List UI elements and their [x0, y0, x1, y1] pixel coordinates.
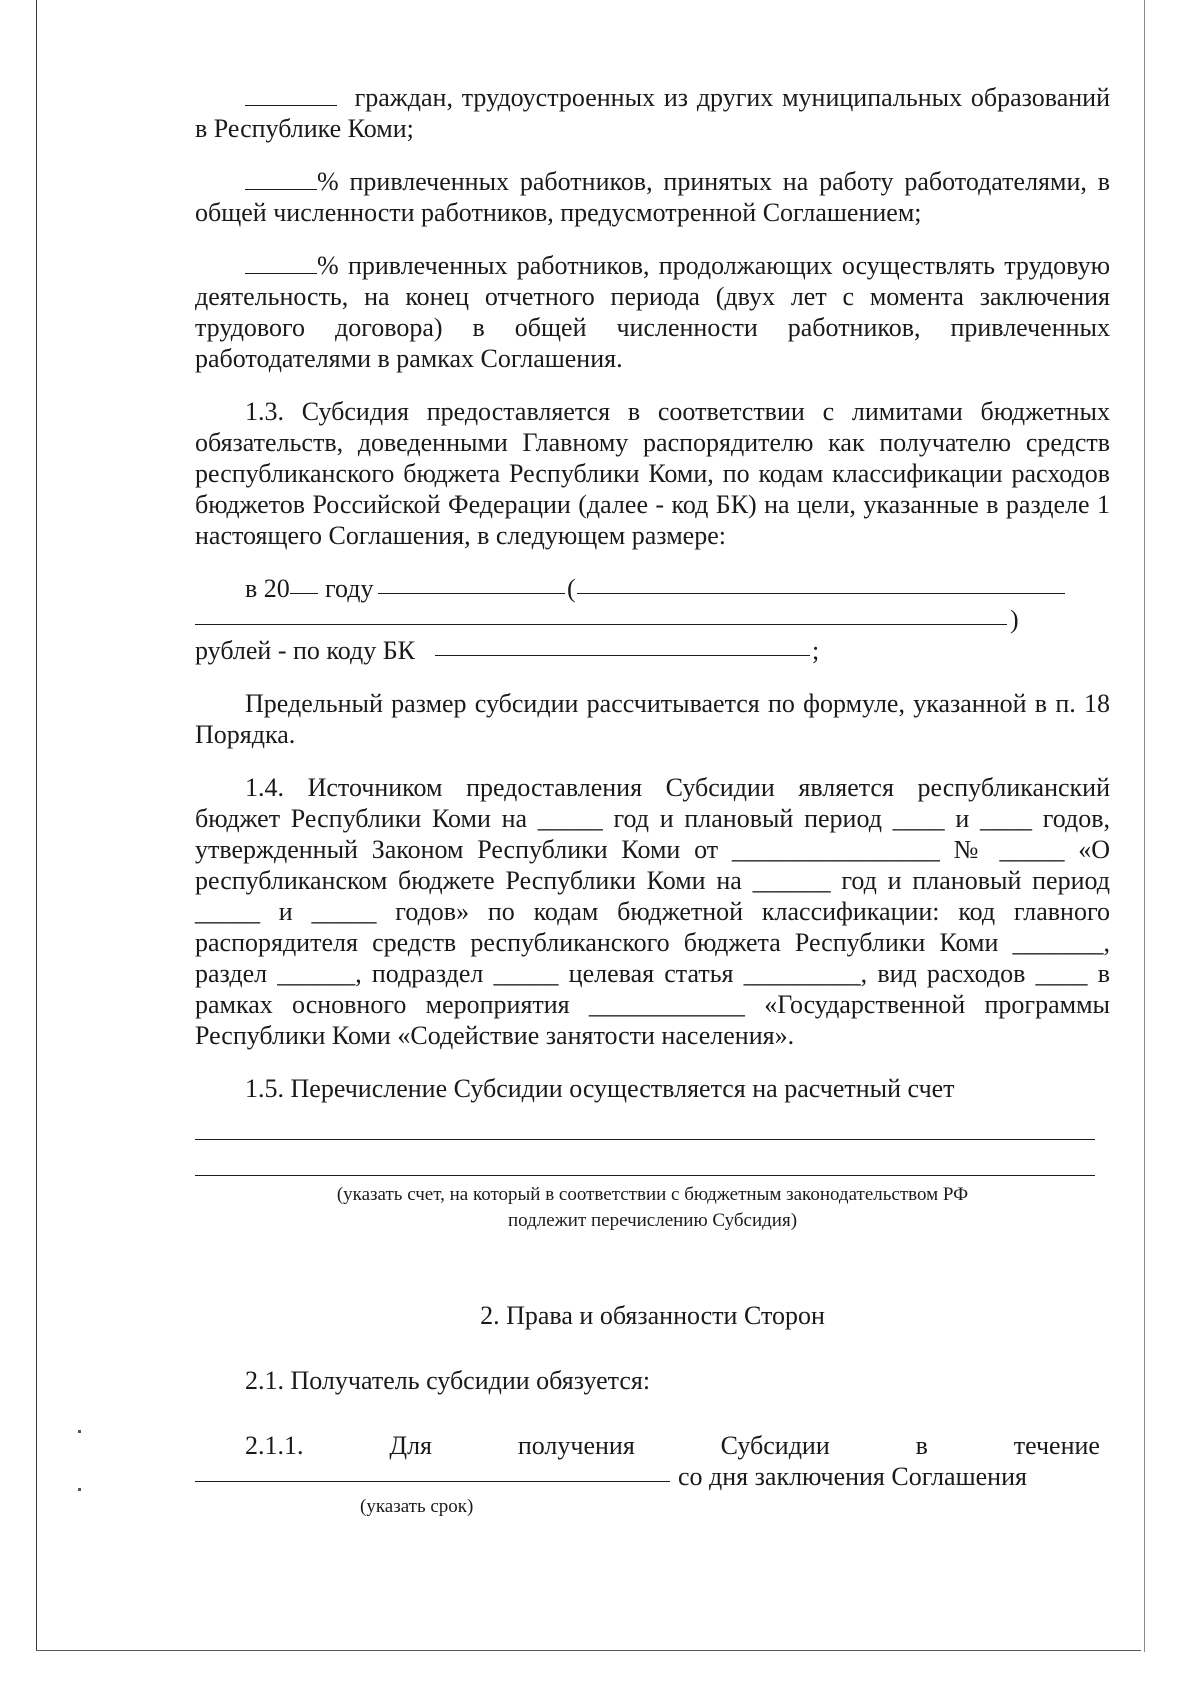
- amount-line-3: рублей - по коду БК ;: [195, 636, 820, 665]
- amount-line-2: ): [195, 604, 1110, 635]
- blank-amount-words: [577, 573, 1065, 594]
- blank-field: [245, 85, 337, 106]
- paragraph-2-1: 2.1. Получатель субсидии обязуется:: [245, 1366, 651, 1395]
- scan-edge-right: [1144, 0, 1145, 1652]
- paragraph-1-5: 1.5. Перечисление Субсидии осуществляется на расчетный счет: [245, 1074, 955, 1103]
- paragraph-limit: Предельный размер субсидии рассчитывается по формуле, указанной в п. 18 Порядка.: [195, 689, 1110, 749]
- blank-amount: [378, 573, 565, 594]
- document-body: [195, 82, 1110, 1520]
- scan-speck: [78, 1488, 81, 1491]
- paragraph-retained-percent: % привлеченных работников, продолжающих осуществлять трудовую деятельность, на конец отчетного периода (двух лет с момента заключения трудового договора) в общей численности работников, привлеченных работодателями в рамках Соглашения.: [195, 251, 1110, 373]
- section-title: 2. Права и обязанности Сторон: [480, 1301, 825, 1330]
- blank-year: [290, 573, 318, 594]
- scan-edge-left: [36, 0, 37, 1650]
- scan-edge-bottom: [36, 1650, 1141, 1651]
- blank-bk-code: [435, 635, 810, 656]
- blank-field: [245, 169, 317, 190]
- amount-line-1: в 20 году (: [195, 573, 1110, 604]
- caption-term: (указать срок): [360, 1496, 474, 1517]
- paragraph-citizens: граждан, трудоустроенных из других муниципальных образований в Республике Коми;: [195, 83, 1110, 143]
- blank-term: [195, 1461, 670, 1482]
- paragraph-hired-percent: % привлеченных работников, принятых на работу работодателями, в общей численности работников, предусмотренной Соглашением;: [195, 167, 1110, 227]
- paragraph-1-4: 1.4. Источником предоставления Субсидии является республиканский бюджет Республики Коми на _____ год и плановый период ____ и ____ годов, утвержденный Законом Республики Коми от ________________ № _____ «О республиканском бюджете Республики Коми на ______ год и плановый период _____ и _____ годов» по кодам бюджетной классификации: код главного распорядителя средств республиканского бюджета Республики Коми _______, раздел ______, подраздел _____ целевая статья _________, вид расходов ____ в рамках основного мероприятия ____________ «Государственной программы Республики Коми «Содействие занятости населения».: [195, 773, 1110, 1050]
- paragraph-2-1-1: 2.1.1. Для получения Субсидии в течение: [245, 1431, 1100, 1460]
- blank-field: [245, 253, 317, 274]
- blank-account-line-2: [195, 1174, 1095, 1176]
- scan-speck: [78, 1430, 81, 1433]
- blank-amount-words-cont: [195, 604, 1007, 625]
- paragraph-1-3: 1.3. Субсидия предоставляется в соответствии с лимитами бюджетных обязательств, доведенными Главному распорядителю как получателю средств республиканского бюджета Республики Коми, по кодам классификации расходов бюджетов Российской Федерации (далее - код БК) на цели, указанные в разделе 1 настоящего Соглашения, в следующем размере:: [195, 397, 1110, 550]
- caption-account: (указать счет, на который в соответствии с бюджетным законодательством РФ подлежит перечислению Субсидия): [336, 1184, 969, 1231]
- term-line: со дня заключения Соглашения: [195, 1461, 1110, 1492]
